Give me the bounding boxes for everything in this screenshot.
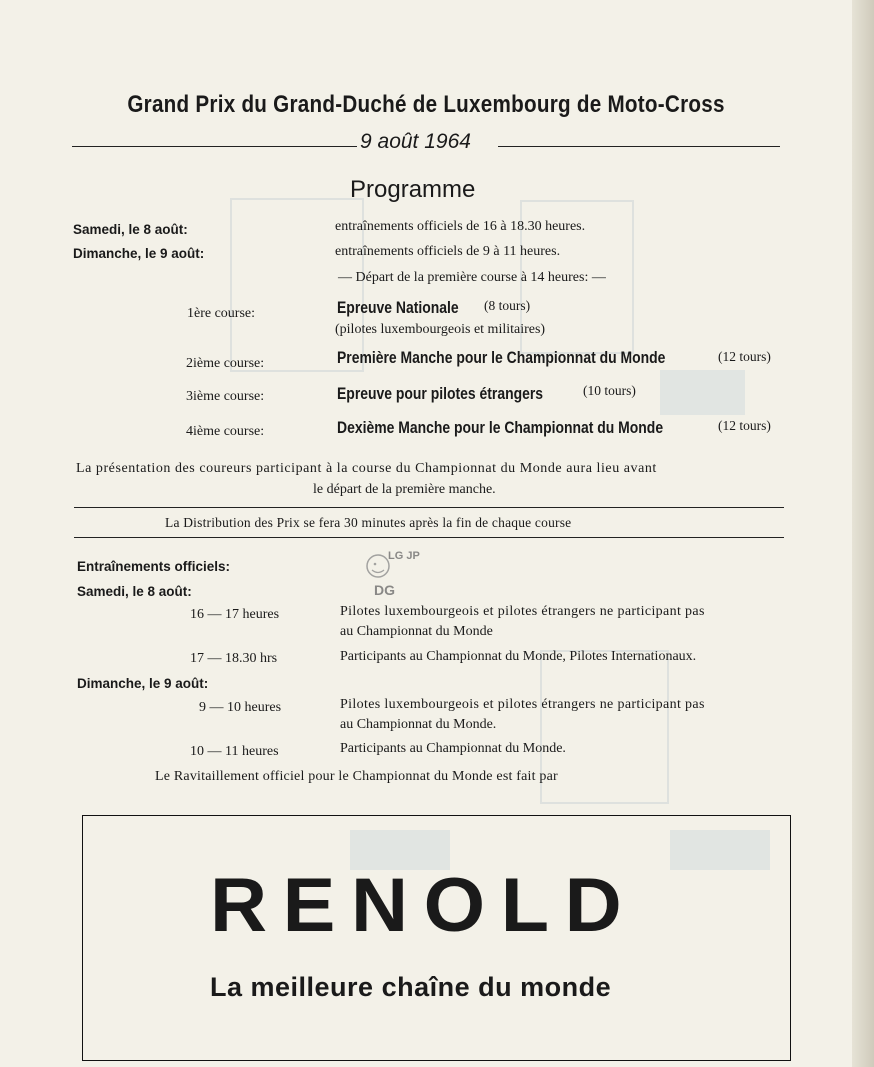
race-number: 1ère course: xyxy=(187,306,256,321)
watermark-logo xyxy=(364,548,420,600)
show-through-block xyxy=(540,650,669,804)
presentation-line: La présentation des coureurs participant à la course du Championnat du Monde aura lieu avant xyxy=(76,461,657,476)
training-time: 10 — 11 heures xyxy=(190,744,279,759)
saturday-text: entraînements officiels de 16 à 18.30 heures. xyxy=(335,219,586,234)
ad-brand: RENOLD xyxy=(210,863,638,948)
ad-slogan: La meilleure chaîne du monde xyxy=(210,972,612,1002)
race-name: Dexième Manche pour le Championnat du Monde xyxy=(337,418,664,437)
training-time: 9 — 10 heures xyxy=(199,700,282,715)
race-number: 2ième course: xyxy=(186,356,265,371)
page-title: Grand Prix du Grand-Duché de Luxembourg de Moto-Cross xyxy=(127,91,725,118)
training-time: 17 — 18.30 hrs xyxy=(190,651,278,666)
race-note: (pilotes luxembourgeois et militaires) xyxy=(335,322,546,337)
race-number: 4ième course: xyxy=(186,424,265,439)
race-name: Epreuve pour pilotes étrangers xyxy=(337,384,544,403)
watermark-letters: LG JP xyxy=(388,550,420,562)
prize-distribution: La Distribution des Prix se fera 30 minutes après la fin de chaque course xyxy=(165,515,572,530)
trainings-saturday-label: Samedi, le 8 août: xyxy=(77,584,192,599)
programme-heading: Programme xyxy=(350,176,476,203)
title-rule xyxy=(72,146,357,147)
title-rule xyxy=(498,146,780,147)
page-edge xyxy=(852,0,874,1067)
trainings-sunday-label: Dimanche, le 9 août: xyxy=(77,676,209,691)
section-rule xyxy=(74,537,784,538)
race-laps: (10 tours) xyxy=(583,383,636,398)
start-note: — Départ de la première course à 14 heures: — xyxy=(338,270,606,285)
training-text: Pilotes luxembourgeois et pilotes étrangers ne participant pas xyxy=(340,697,705,712)
training-time: 16 — 17 heures xyxy=(190,607,280,622)
ravitaillement-line: Le Ravitaillement officiel pour le Championnat du Monde est fait par xyxy=(155,769,558,784)
training-text: au Championnat du Monde. xyxy=(340,717,497,732)
race-number: 3ième course: xyxy=(186,389,265,404)
sunday-text: entraînements officiels de 9 à 11 heures. xyxy=(335,244,561,259)
race-laps: (12 tours) xyxy=(718,349,771,364)
race-laps: (12 tours) xyxy=(718,418,771,433)
sunday-label: Dimanche, le 9 août: xyxy=(73,246,205,261)
training-text: Pilotes luxembourgeois et pilotes étrangers ne participant pas xyxy=(340,604,705,619)
show-through-block xyxy=(660,370,745,415)
training-text: Participants au Championnat du Monde, Pilotes Internationaux. xyxy=(340,649,697,664)
race-laps: (8 tours) xyxy=(484,298,531,313)
training-text: au Championnat du Monde xyxy=(340,624,493,639)
presentation-line: le départ de la première manche. xyxy=(313,482,496,497)
trainings-heading: Entraînements officiels: xyxy=(77,559,231,574)
watermark-letters: DG xyxy=(374,582,395,598)
race-name: Première Manche pour le Championnat du Monde xyxy=(337,348,666,367)
section-rule xyxy=(74,507,784,508)
training-text: Participants au Championnat du Monde. xyxy=(340,741,566,756)
race-name: Epreuve Nationale xyxy=(337,298,459,317)
event-date: 9 août 1964 xyxy=(360,130,471,153)
saturday-label: Samedi, le 8 août: xyxy=(73,222,188,237)
